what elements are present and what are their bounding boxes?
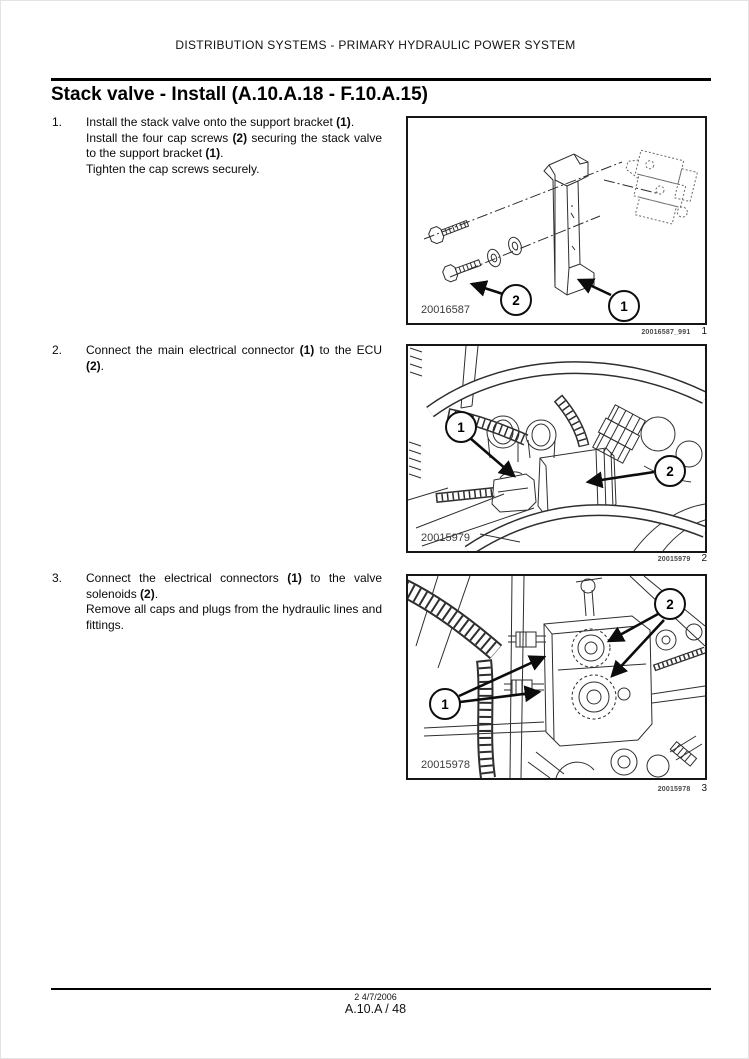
figure-2-caption [406, 553, 707, 564]
washer [485, 247, 502, 268]
cap-screw-upper [427, 216, 470, 245]
running-header: DISTRIBUTION SYSTEMS - PRIMARY HYDRAULIC POWER SYSTEM [175, 38, 576, 52]
valve-solenoid-lower [572, 675, 630, 719]
callout-2-badge: 2 [654, 455, 686, 487]
callout-2-badge: 2 [500, 284, 532, 316]
figure-number: 2 [701, 553, 707, 564]
callout-1-badge: 1 [608, 290, 640, 322]
photo-id-label: 20016587 [421, 304, 470, 316]
step-text: Connect the electrical connectors (1) to the valve solenoids (2). Remove all caps and plugs from the hydraulic lines and fittings. [86, 571, 382, 632]
step-2 [52, 343, 382, 374]
figure-1-frame [406, 116, 707, 325]
figure-2-frame [406, 344, 707, 553]
main-electrical-connector [492, 472, 536, 512]
page-title: Stack valve - Install (A.10.A.18 - F.10.A.15) [51, 84, 429, 105]
step-3 [52, 571, 382, 633]
valve-solenoid-upper [572, 629, 610, 667]
stack-valve-assembly [616, 148, 699, 227]
figure-ref-id: 20015978 [657, 786, 691, 793]
step-text: Connect the main electrical connector (1) to the ECU (2). [86, 343, 383, 373]
footer-page-reference: A.10.A / 48 [344, 1002, 407, 1016]
figure-number: 3 [701, 783, 707, 794]
figure-3-frame [406, 574, 707, 780]
ecu-connector-photo-drawing [408, 346, 705, 551]
step-number: 1. [52, 115, 63, 129]
photo-id-label: 20015978 [421, 759, 470, 771]
footer-rule [51, 988, 711, 990]
figure-ref-id: 20016587_991 [641, 329, 691, 336]
title-rule [51, 78, 711, 81]
footer-revision-date: 2 4/7/2006 [354, 992, 397, 1002]
step-text: Install the stack valve onto the support bracket (1). Install the four cap screws (2) securing the stack valve to the support bracket (1). Tighten the cap screws securely. [86, 115, 382, 176]
callout-1-badge: 1 [429, 688, 461, 720]
cap-screw-lower [441, 255, 482, 283]
step-number: 3. [52, 571, 63, 585]
callout-2-badge: 2 [654, 588, 686, 620]
electrical-connector-upper [508, 632, 546, 647]
photo-id-label: 20015979 [421, 532, 470, 544]
callout-1-badge: 1 [445, 411, 477, 443]
figure-1-caption [406, 326, 707, 337]
figure-3-caption [406, 783, 707, 794]
stack-valve-block [544, 616, 652, 746]
bracket-exploded-diagram [408, 118, 705, 323]
step-number: 2. [52, 343, 63, 357]
step-1 [52, 115, 382, 177]
support-bracket [544, 154, 594, 295]
figure-number: 1 [701, 326, 707, 337]
figure-ref-id: 20015979 [657, 556, 691, 563]
